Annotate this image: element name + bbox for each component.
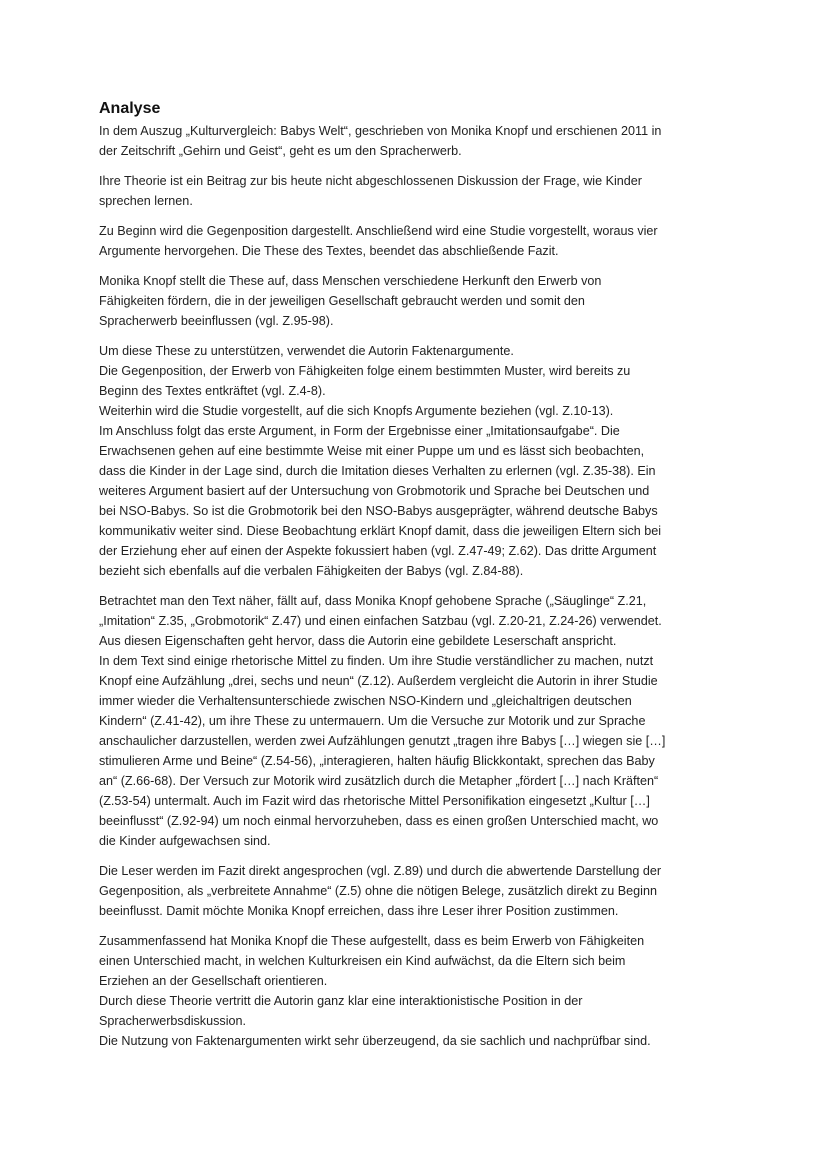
text-line: Ihre Theorie ist ein Beitrag zur bis heute nicht abgeschlossenen Diskussion der Frage, wie Kinder bbox=[99, 174, 642, 188]
text-line: In dem Text sind einige rhetorische Mittel zu finden. Um ihre Studie verständlicher zu machen, nutzt bbox=[99, 654, 654, 668]
text-line: Zusammenfassend hat Monika Knopf die These aufgestellt, dass es beim Erwerb von Fähigkeiten bbox=[99, 934, 645, 948]
text-line: (Z.53-54) untermalt. Auch im Fazit wird das rhetorische Mittel Personifikation eingesetzt „Kultur […] bbox=[99, 794, 650, 808]
text-line: einen Unterschied macht, in welchen Kulturkreisen ein Kind aufwächst, da die Eltern sich beim bbox=[99, 954, 626, 968]
text-line: Spracherwerbsdiskussion. bbox=[99, 1014, 246, 1028]
text-line: Argumente hervorgehen. Die These des Textes, beendet das abschließende Fazit. bbox=[99, 244, 559, 258]
text-line: Die Leser werden im Fazit direkt angesprochen (vgl. Z.89) und durch die abwertende Darstellung der bbox=[99, 864, 662, 878]
text-line: Kindern“ (Z.41-42), um ihre These zu untermauern. Um die Versuche zur Motorik und zur Sprache bbox=[99, 714, 646, 728]
paragraph bbox=[99, 121, 731, 161]
paragraph bbox=[99, 171, 731, 211]
text-line: Um diese These zu unterstützen, verwendet die Autorin Faktenargumente. bbox=[99, 344, 514, 358]
document-body bbox=[99, 121, 731, 1051]
text-line: der Erziehung eher auf einen der Aspekte fokussiert haben (vgl. Z.47-49; Z.62). Das dritte Argument bbox=[99, 544, 657, 558]
text-line: stimulieren Arme und Beine“ (Z.54-56), „interagieren, halten häufig Blickkontakt, sprechen das Baby bbox=[99, 754, 655, 768]
paragraph bbox=[99, 931, 731, 1051]
text-line: bei NSO-Babys. So ist die Grobmotorik bei den NSO-Babys ausgeprägter, während deutsche Babys bbox=[99, 504, 658, 518]
text-line: beeinflusst. Damit möchte Monika Knopf erreichen, dass ihre Leser ihrer Position zustimmen. bbox=[99, 904, 619, 918]
text-line: „Imitation“ Z.35, „Grobmotorik“ Z.47) und einen einfachen Satzbau (vgl. Z.20-21, Z.24-26) verwendet. bbox=[99, 614, 662, 628]
text-line: dass die Kinder in der Lage sind, durch die Imitation dieses Verhalten zu erlernen (vgl. Z.35-38). Ein bbox=[99, 464, 656, 478]
text-line: beeinflusst“ (Z.92-94) um noch einmal hervorzuheben, dass es einen großen Unterschied macht, wo bbox=[99, 814, 659, 828]
text-line: bezieht sich ebenfalls auf die verbalen Fähigkeiten der Babys (vgl. Z.84-88). bbox=[99, 564, 524, 578]
paragraph bbox=[99, 221, 731, 261]
text-line: Im Anschluss folgt das erste Argument, in Form der Ergebnisse einer „Imitationsaufgabe“. Die bbox=[99, 424, 620, 438]
text-line: Erziehen an der Gesellschaft orientieren. bbox=[99, 974, 328, 988]
paragraph bbox=[99, 591, 731, 851]
text-line: die Kinder aufgewachsen sind. bbox=[99, 834, 271, 848]
text-line: Die Nutzung von Faktenargumenten wirkt sehr überzeugend, da sie sachlich und nachprüfbar sind. bbox=[99, 1034, 651, 1048]
text-line: Die Gegenposition, der Erwerb von Fähigkeiten folge einem bestimmten Muster, wird bereits zu bbox=[99, 364, 631, 378]
text-line: Weiterhin wird die Studie vorgestellt, auf die sich Knopfs Argumente beziehen (vgl. Z.10-13). bbox=[99, 404, 614, 418]
text-line: Monika Knopf stellt die These auf, dass Menschen verschiedene Herkunft den Erwerb von bbox=[99, 274, 602, 288]
text-line: Gegenposition, als „verbreitete Annahme“ (Z.5) ohne die nötigen Belege, zusätzlich direkt zu Beginn bbox=[99, 884, 657, 898]
document-title: Analyse bbox=[99, 100, 161, 117]
text-line: an“ (Z.66-68). Der Versuch zur Motorik wird zusätzlich durch die Metapher „fördert […] nach Kräften“ bbox=[99, 774, 659, 788]
text-line: Aus diesen Eigenschaften geht hervor, dass die Autorin eine gebildete Leserschaft anspricht. bbox=[99, 634, 617, 648]
paragraph bbox=[99, 861, 731, 921]
text-line: weiteres Argument basiert auf der Untersuchung von Grobmotorik und Sprache bei Deutschen und bbox=[99, 484, 650, 498]
text-line: In dem Auszug „Kulturvergleich: Babys Welt“, geschrieben von Monika Knopf und erschienen 2011 in bbox=[99, 124, 662, 138]
text-line: der Zeitschrift „Gehirn und Geist“, geht es um den Spracherwerb. bbox=[99, 144, 462, 158]
text-line: Zu Beginn wird die Gegenposition dargestellt. Anschließend wird eine Studie vorgestellt, woraus vier bbox=[99, 224, 658, 238]
text-line: Spracherwerb beeinflussen (vgl. Z.95-98). bbox=[99, 314, 334, 328]
document-page bbox=[99, 98, 731, 1051]
text-line: Erwachsenen gehen auf eine bestimmte Weise mit einer Puppe um und es lässt sich beobachten, bbox=[99, 444, 645, 458]
paragraph bbox=[99, 271, 731, 331]
text-line: Knopf eine Aufzählung „drei, sechs und neun“ (Z.12). Außerdem vergleicht die Autorin in ihrer Studie bbox=[99, 674, 658, 688]
paragraph bbox=[99, 341, 731, 581]
text-line: anschaulicher darzustellen, werden zwei Aufzählungen genutzt „tragen ihre Babys […] wiegen sie […] bbox=[99, 734, 666, 748]
text-line: Beginn des Textes entkräftet (vgl. Z.4-8). bbox=[99, 384, 326, 398]
text-line: Fähigkeiten fördern, die in der jeweiligen Gesellschaft gebraucht werden und somit den bbox=[99, 294, 585, 308]
text-line: kommunikativ weiter sind. Diese Beobachtung erklärt Knopf damit, dass die jeweiligen Eltern sich bei bbox=[99, 524, 662, 538]
text-line: Durch diese Theorie vertritt die Autorin ganz klar eine interaktionistische Position in der bbox=[99, 994, 583, 1008]
text-line: sprechen lernen. bbox=[99, 194, 193, 208]
text-line: Betrachtet man den Text näher, fällt auf, dass Monika Knopf gehobene Sprache („Säuglinge“ Z.21, bbox=[99, 594, 647, 608]
text-line: immer wieder die Verhaltensunterschiede zwischen NSO-Kindern und „gleichaltrigen deutschen bbox=[99, 694, 632, 708]
